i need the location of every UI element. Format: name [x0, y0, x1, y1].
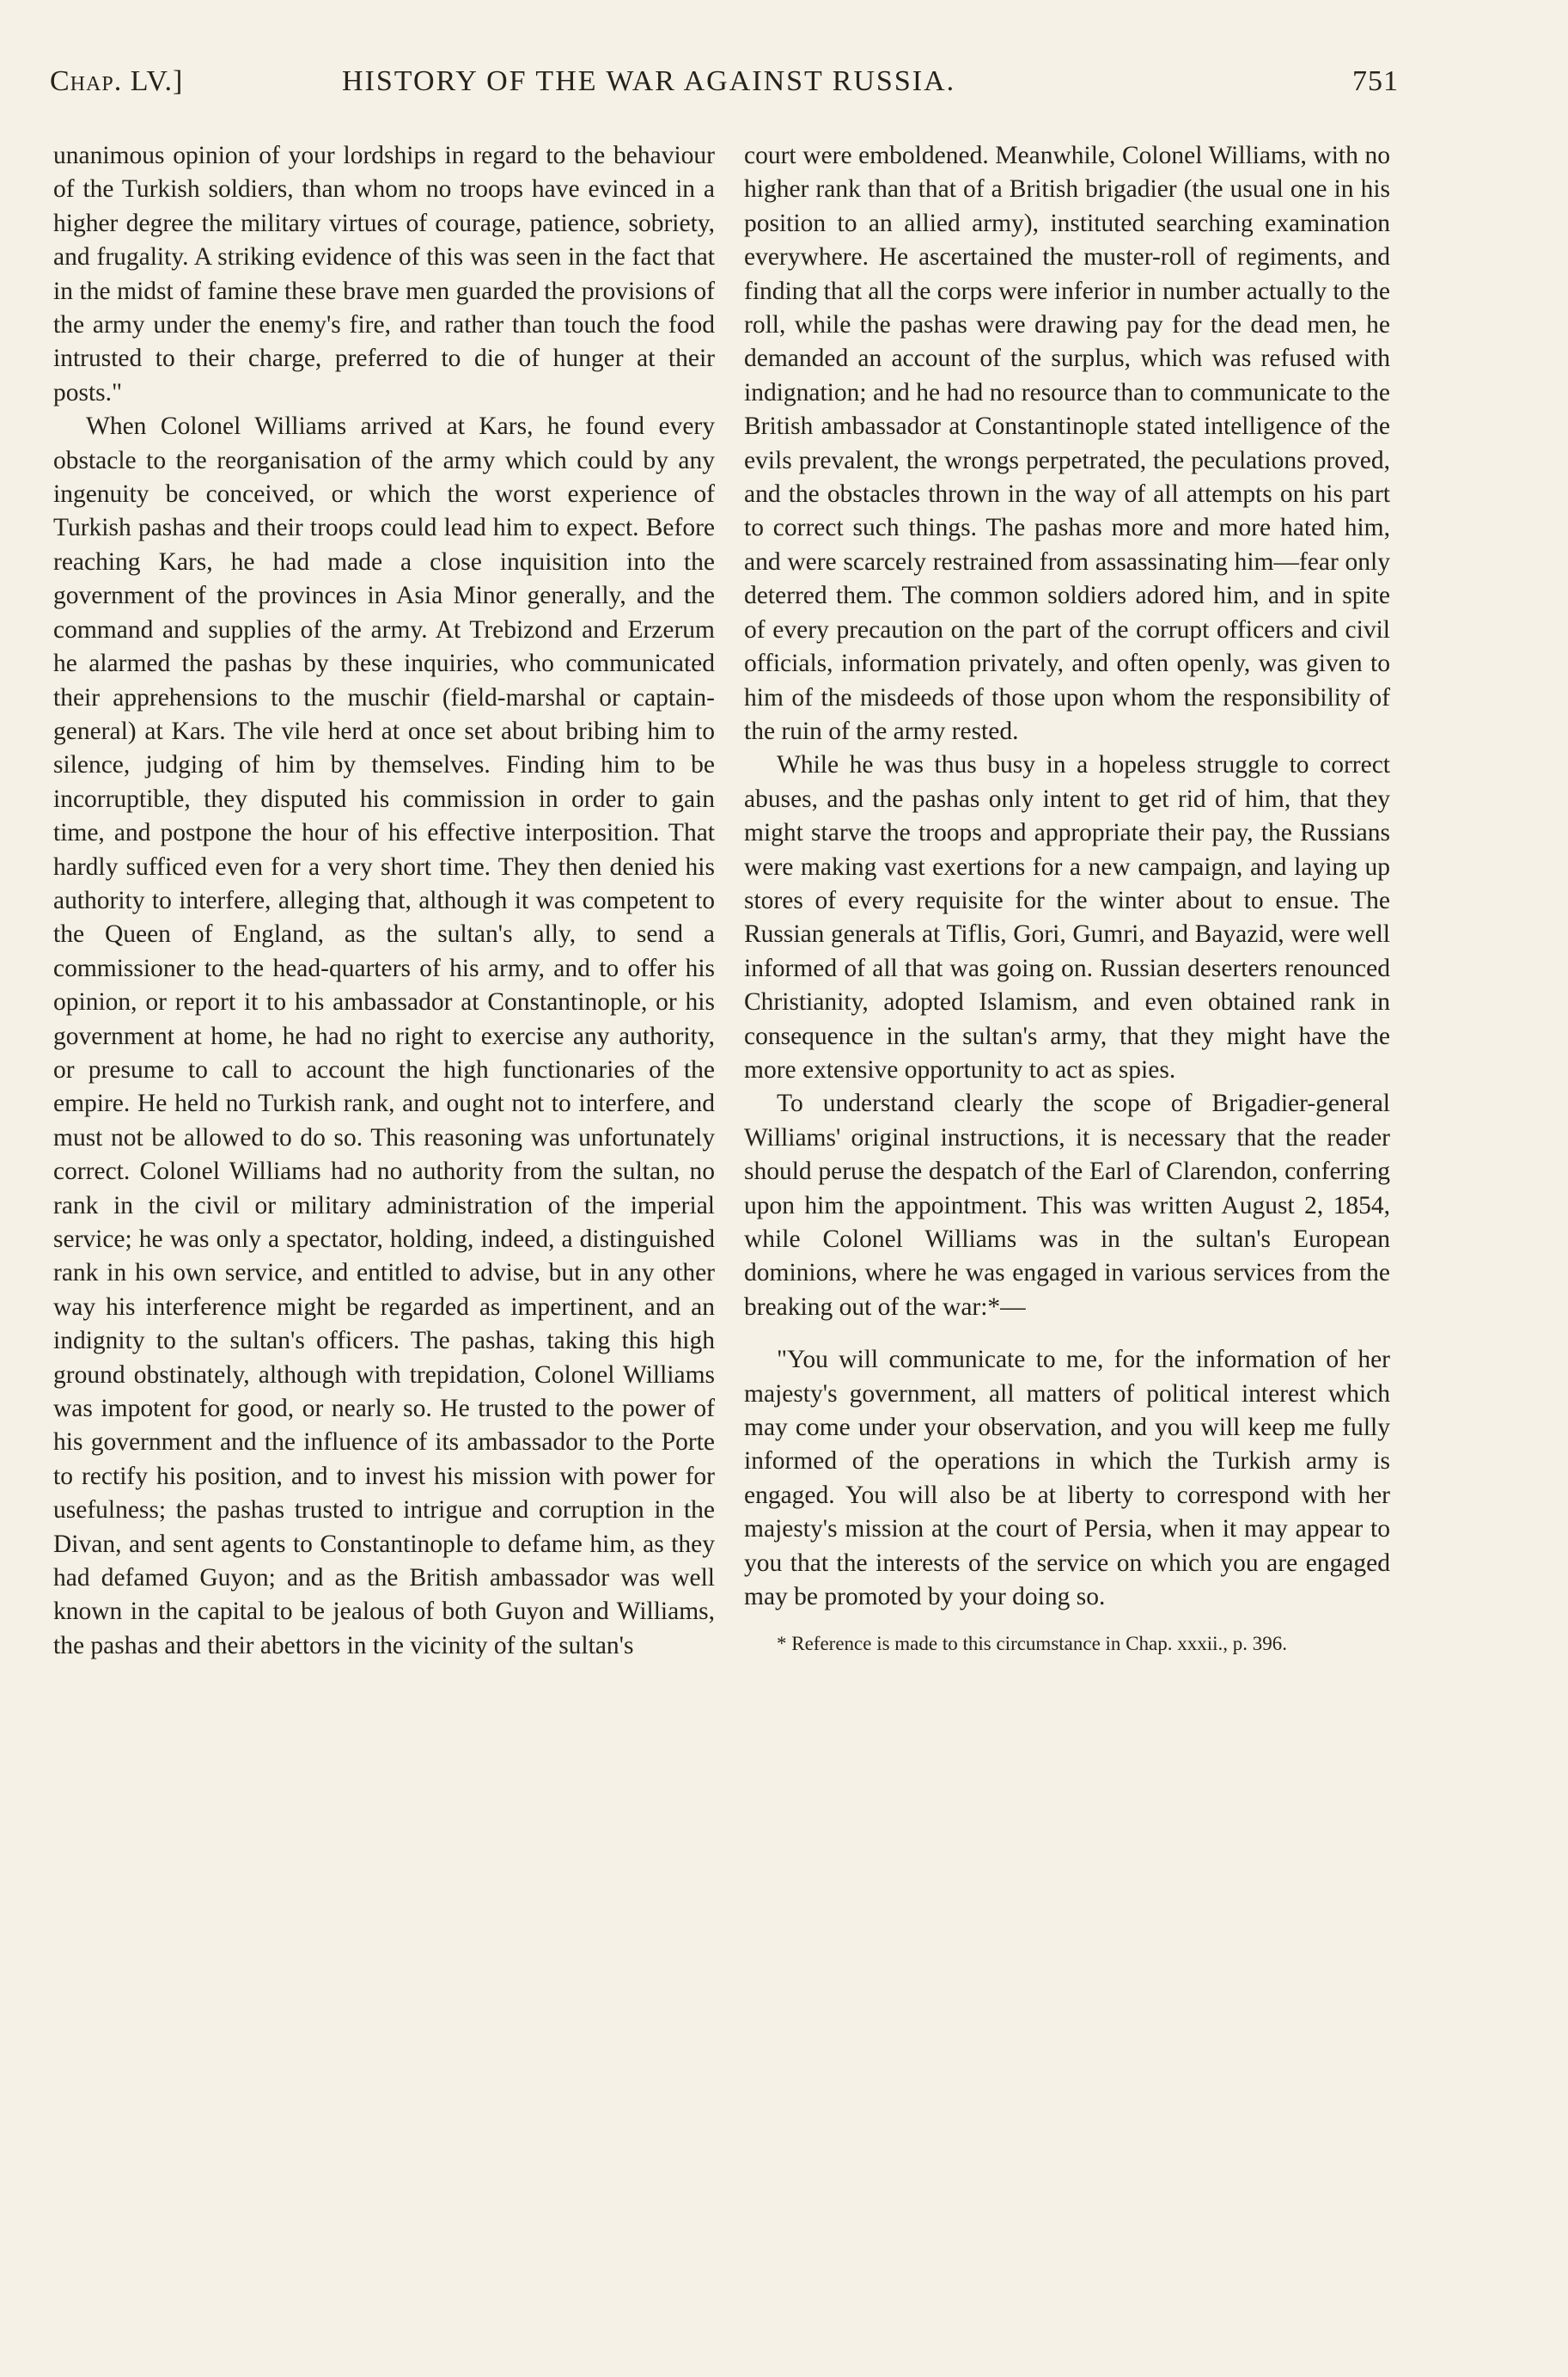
paragraph: To understand clearly the scope of Brigadier-general Williams' original instructions, it is necessary that the reader should peruse the despatch of the Earl of Clarendon, conferring upon him the appointment. This was written August 2, 1854, while Colonel Williams was in the sultan's European dominions, where he was engaged in various services from the breaking out of the war:*— [744, 1090, 1390, 1321]
running-header [50, 65, 1399, 117]
footnote: * Reference is made to this circumstance in Chap. xxxii., p. 396. [777, 1633, 1288, 1655]
paragraph: When Colonel Williams arrived at Kars, he found every obstacle to the reorganisation of the army which could by any ingenuity be conceived, or which the worst experience of Turkish pashas and their troops could lead him to expect. Before reaching Kars, he had made a close inquisition into the government of the provinces in Asia Minor generally, and the command and supplies of the army. At Trebizond and Erzerum he alarmed the pashas by these inquiries, who communicated their apprehensions to the muschir (field-marshal or captain-general) at Kars. The vile herd at once set about bribing him to silence, judging of him by themselves. Finding him to be incorruptible, they disputed his commission in order to gain time, and postpone the hour of his effective interposition. That hardly sufficed even for a very short time. They then denied his authority to interfere, alleging that, although it was competent to the Queen of England, as the sultan's ally, to send a commissioner to the head-quarters of his army, and to offer his opinion, or report it to his ambassador at Constantinople, or his government at home, he had no right to exercise any authority, or presume to call to account the high functionaries of the empire. He held no Turkish rank, and ought not to interfere, and must not be allowed to do so. This reasoning was unfortunately correct. Colonel Williams had no authority from the sultan, no rank in the civil or military administration of the imperial service; he was only a spectator, holding, indeed, a distinguished rank in his own service, and entitled to advise, but in any other way his interference might be regarded as impertinent, and an indignity to the sultan's officers. The pashas, taking this high ground obstinately, although with trepidation, Colonel Williams was impotent for good, or nearly so. He trusted to the power of his government and the influence of its ambassador to the Porte to rectify his position, and to invest his mission with power for usefulness; the pashas trusted to intrigue and corruption in the Divan, and sent agents to Constantinople to defame him, as they had defamed Guyon; and as the British ambassador was well known in the capital to be jealous of both Guyon and Williams, the pashas and their abettors in the vicinity of the sultan's [53, 412, 715, 1659]
paragraph: unanimous opinion of your lordships in regard to the behaviour of the Turkish soldiers, than whom no troops have evinced in a higher degree the military virtues of courage, patience, sobriety, and frugality. A striking evidence of this was seen in the fact that in the midst of famine these brave men guarded the provisions of the army under the enemy's fire, and rather than touch the food intrusted to their charge, preferred to die of hunger at their posts." [53, 142, 715, 406]
quoted-despatch: "You will communicate to me, for the information of her majesty's government, all matters of political interest which may come under your observation, and you will keep me fully informed of the operations in which the Turkish army is engaged. You will also be at liberty to correspond with her majesty's mission at the court of Persia, when it may appear to you that the interests of the service on which you are engaged may be promoted by your doing so. [744, 1346, 1390, 1611]
paragraph: court were emboldened. Meanwhile, Colonel Williams, with no higher rank than that of a British brigadier (the usual one in his position to an allied army), instituted searching examination everywhere. He ascertained the muster-roll of regiments, and finding that all the corps were inferior in number actually to the roll, while the pashas were drawing pay for the dead men, he demanded an account of the surplus, which was refused with indignation; and he had no resource than to communicate to the British ambassador at Constantinople stated intelligence of the evils prevalent, the wrongs perpetrated, the peculations proved, and the obstacles thrown in the way of all attempts on his part to correct such things. The pashas more and more hated him, and were scarcely restrained from assassinating him—fear only deterred them. The common soldiers adored him, and in spite of every precaution on the part of the corrupt officers and civil officials, information privately, and often openly, was given to him of the misdeeds of those upon whom the responsibility of the ruin of the army rested. [744, 142, 1390, 745]
right-column [744, 139, 1390, 1658]
paragraph: While he was thus busy in a hopeless struggle to correct abuses, and the pashas only intent to get rid of him, that they might starve the troops and appropriate their pay, the Russians were making vast exertions for a new campaign, and laying up stores of every requisite for the winter about to ensue. The Russian generals at Tiflis, Gori, Gumri, and Bayazid, were well informed of all that was going on. Russian deserters renounced Christianity, adopted Islamism, and even obtained rank in consequence in the sultan's army, that they might have the more extensive opportunity to act as spies. [744, 751, 1390, 1084]
chapter-label: Chap. LV.] [50, 65, 184, 97]
page-title: HISTORY OF THE WAR AGAINST RUSSIA. [342, 65, 956, 97]
page-number: 751 [1352, 65, 1399, 97]
left-column [53, 139, 715, 1663]
